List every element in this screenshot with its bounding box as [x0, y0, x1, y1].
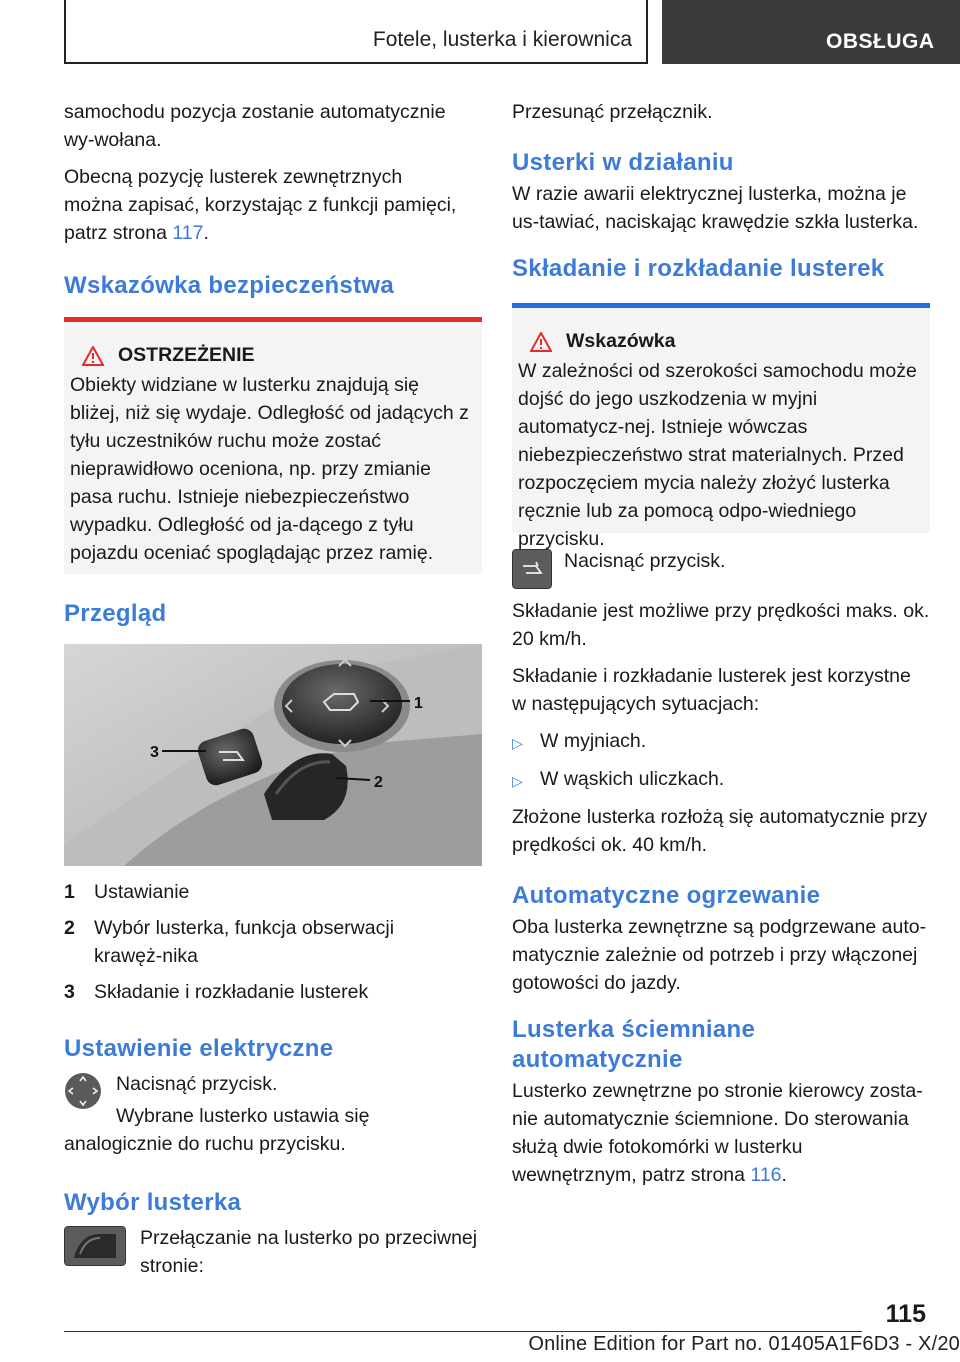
- electric-adjust-block: [64, 1070, 482, 1158]
- mirror-adjust-button-icon: [64, 1072, 102, 1110]
- page-link-117[interactable]: 117: [172, 222, 204, 244]
- mirror-controls-illustration: [64, 644, 482, 866]
- bullet-text: W myjniach.: [540, 730, 647, 752]
- figure-callout-3: 3: [150, 744, 159, 761]
- fold-button-icon: [512, 549, 552, 589]
- safety-heading: Wskazówka bezpieczeństwa: [64, 272, 394, 299]
- page-number: 115: [885, 1300, 926, 1328]
- warning-box: [64, 317, 482, 574]
- intro-paragraph-2-text: Obecną pozycję lusterek zewnętrznych można zapisać, korzystając z funkcji pamięci, patrz strona: [64, 166, 457, 244]
- electric-adjust-heading: Ustawienie elektryczne: [64, 1035, 334, 1062]
- warning-text: Obiekty widziane w lusterku znajdują się bliżej, niż się wydaje. Odległość od jadących z tyłu uczestników ruchu może zostać nieprawidłowo oceniona, np. przy zmianie pasa ruchu. Istnieje niebezpieczeństwo wypadku. Odległość od ja-dącego z tyłu pojazdu oceniać spoglądając przez ramię.: [70, 374, 469, 564]
- fold-useful-text: Składanie i rozkładanie lusterek jest korzystne w następujących sytuacjach:: [512, 665, 911, 715]
- intro-paragraph-2: [64, 163, 464, 247]
- bullet-text: W wąskich uliczkach.: [540, 768, 725, 790]
- legend-item: [64, 878, 482, 906]
- legend-number: 2: [64, 917, 75, 939]
- figure-legend: [64, 878, 482, 1006]
- fold-heading: Składanie i rozkładanie lusterek: [512, 255, 885, 282]
- dimming-heading: Lusterka ściemniane automatycznie: [512, 1016, 756, 1073]
- mirror-select-heading: Wybór lusterka: [64, 1189, 242, 1216]
- footer-edition: Online Edition for Part no. 01405A1F6D3 - X/20: [528, 1333, 960, 1355]
- figure-callout-1: 1: [414, 695, 423, 712]
- warning-triangle-icon: [82, 346, 104, 366]
- intro-paragraph-1: samochodu pozycja zostanie automatycznie wy-wołana.: [64, 101, 446, 151]
- legend-text: Składanie i rozkładanie lusterek: [94, 981, 369, 1003]
- dimming-text: [512, 1077, 930, 1189]
- mirror-controls-figure: [64, 644, 482, 866]
- legend-text: Wybór lusterka, funkcja obserwacji krawęż-nika: [94, 917, 395, 967]
- bullet-item: [512, 727, 930, 757]
- legend-item: [64, 914, 482, 970]
- fold-speed-text: Składanie jest możliwe przy prędkości maks. ok. 20 km/h.: [512, 600, 930, 650]
- header-chapter-tab: OBSŁUGA: [662, 0, 960, 64]
- header-section-title: Fotele, lusterka i kierownica: [372, 28, 632, 51]
- bullet-item: [512, 765, 930, 795]
- move-switch-text: Przesunąć przełącznik.: [512, 101, 713, 123]
- warning-title: OSTRZEŻENIE: [118, 344, 255, 366]
- page-link-116[interactable]: 116: [750, 1164, 782, 1186]
- heating-heading: Automatyczne ogrzewanie: [512, 882, 821, 909]
- warning-title-row: [82, 344, 472, 367]
- left-column: [64, 98, 482, 1289]
- fault-text: W razie awarii elektrycznej lusterka, można je us-tawiać, naciskając krawędzie szkła lusterka.: [512, 183, 919, 233]
- dimming-text-end: .: [781, 1164, 787, 1186]
- footer-divider: [64, 1331, 862, 1332]
- heating-text: Oba lusterka zewnętrzne są podgrzewane auto-matycznie zależnie od potrzeb i przy włączonej gotowości do jazdy.: [512, 916, 927, 994]
- notice-title: Wskazówka: [566, 330, 676, 352]
- notice-box: [512, 303, 930, 550]
- legend-text: Ustawianie: [94, 881, 190, 903]
- legend-number: 1: [64, 881, 75, 903]
- mirror-select-block: [64, 1224, 482, 1280]
- legend-number: 3: [64, 981, 75, 1003]
- fault-heading: Usterki w działaniu: [512, 149, 734, 176]
- notice-title-row: [530, 330, 920, 353]
- fold-step-block: [512, 547, 930, 591]
- mirror-select-switch-icon: [64, 1226, 126, 1266]
- right-column: [512, 98, 930, 1198]
- header-section-box: [64, 0, 648, 64]
- bullet-triangle-icon: ▷: [512, 735, 523, 751]
- fold-auto-text: Złożone lusterka rozłożą się automatycznie przy prędkości ok. 40 km/h.: [512, 806, 928, 856]
- legend-item: [64, 978, 482, 1006]
- notice-triangle-icon: [530, 332, 552, 352]
- electric-adjust-step: Nacisnąć przycisk.: [116, 1073, 278, 1095]
- intro-paragraph-2-end: .: [203, 222, 209, 244]
- notice-text: W zależności od szerokości samochodu może dojść do jego uszkodzenia w myjni automatycz-nej. Istnieje wówczas niebezpieczeństwo strat materialnych. Przed rozpoczęciem mycia należy złożyć lusterka ręcznie lub za pomocą odpo-wiedniego przycisku.: [518, 360, 917, 550]
- overview-heading: Przegląd: [64, 600, 167, 627]
- fold-step-text: Nacisnąć przycisk.: [564, 550, 726, 572]
- mirror-select-text: Przełączanie na lusterko po przeciwnej stronie:: [140, 1227, 478, 1277]
- electric-adjust-description: Wybrane lusterko ustawia się analogicznie do ruchu przycisku.: [64, 1105, 370, 1155]
- figure-callout-2: 2: [374, 774, 383, 791]
- dimming-text-body: Lusterko zewnętrzne po stronie kierowcy zosta-nie automatycznie ściemnione. Do sterowania służą dwie fotokomórki w lusterku wewnętrznym, patrz strona: [512, 1080, 923, 1186]
- bullet-triangle-icon: ▷: [512, 773, 523, 789]
